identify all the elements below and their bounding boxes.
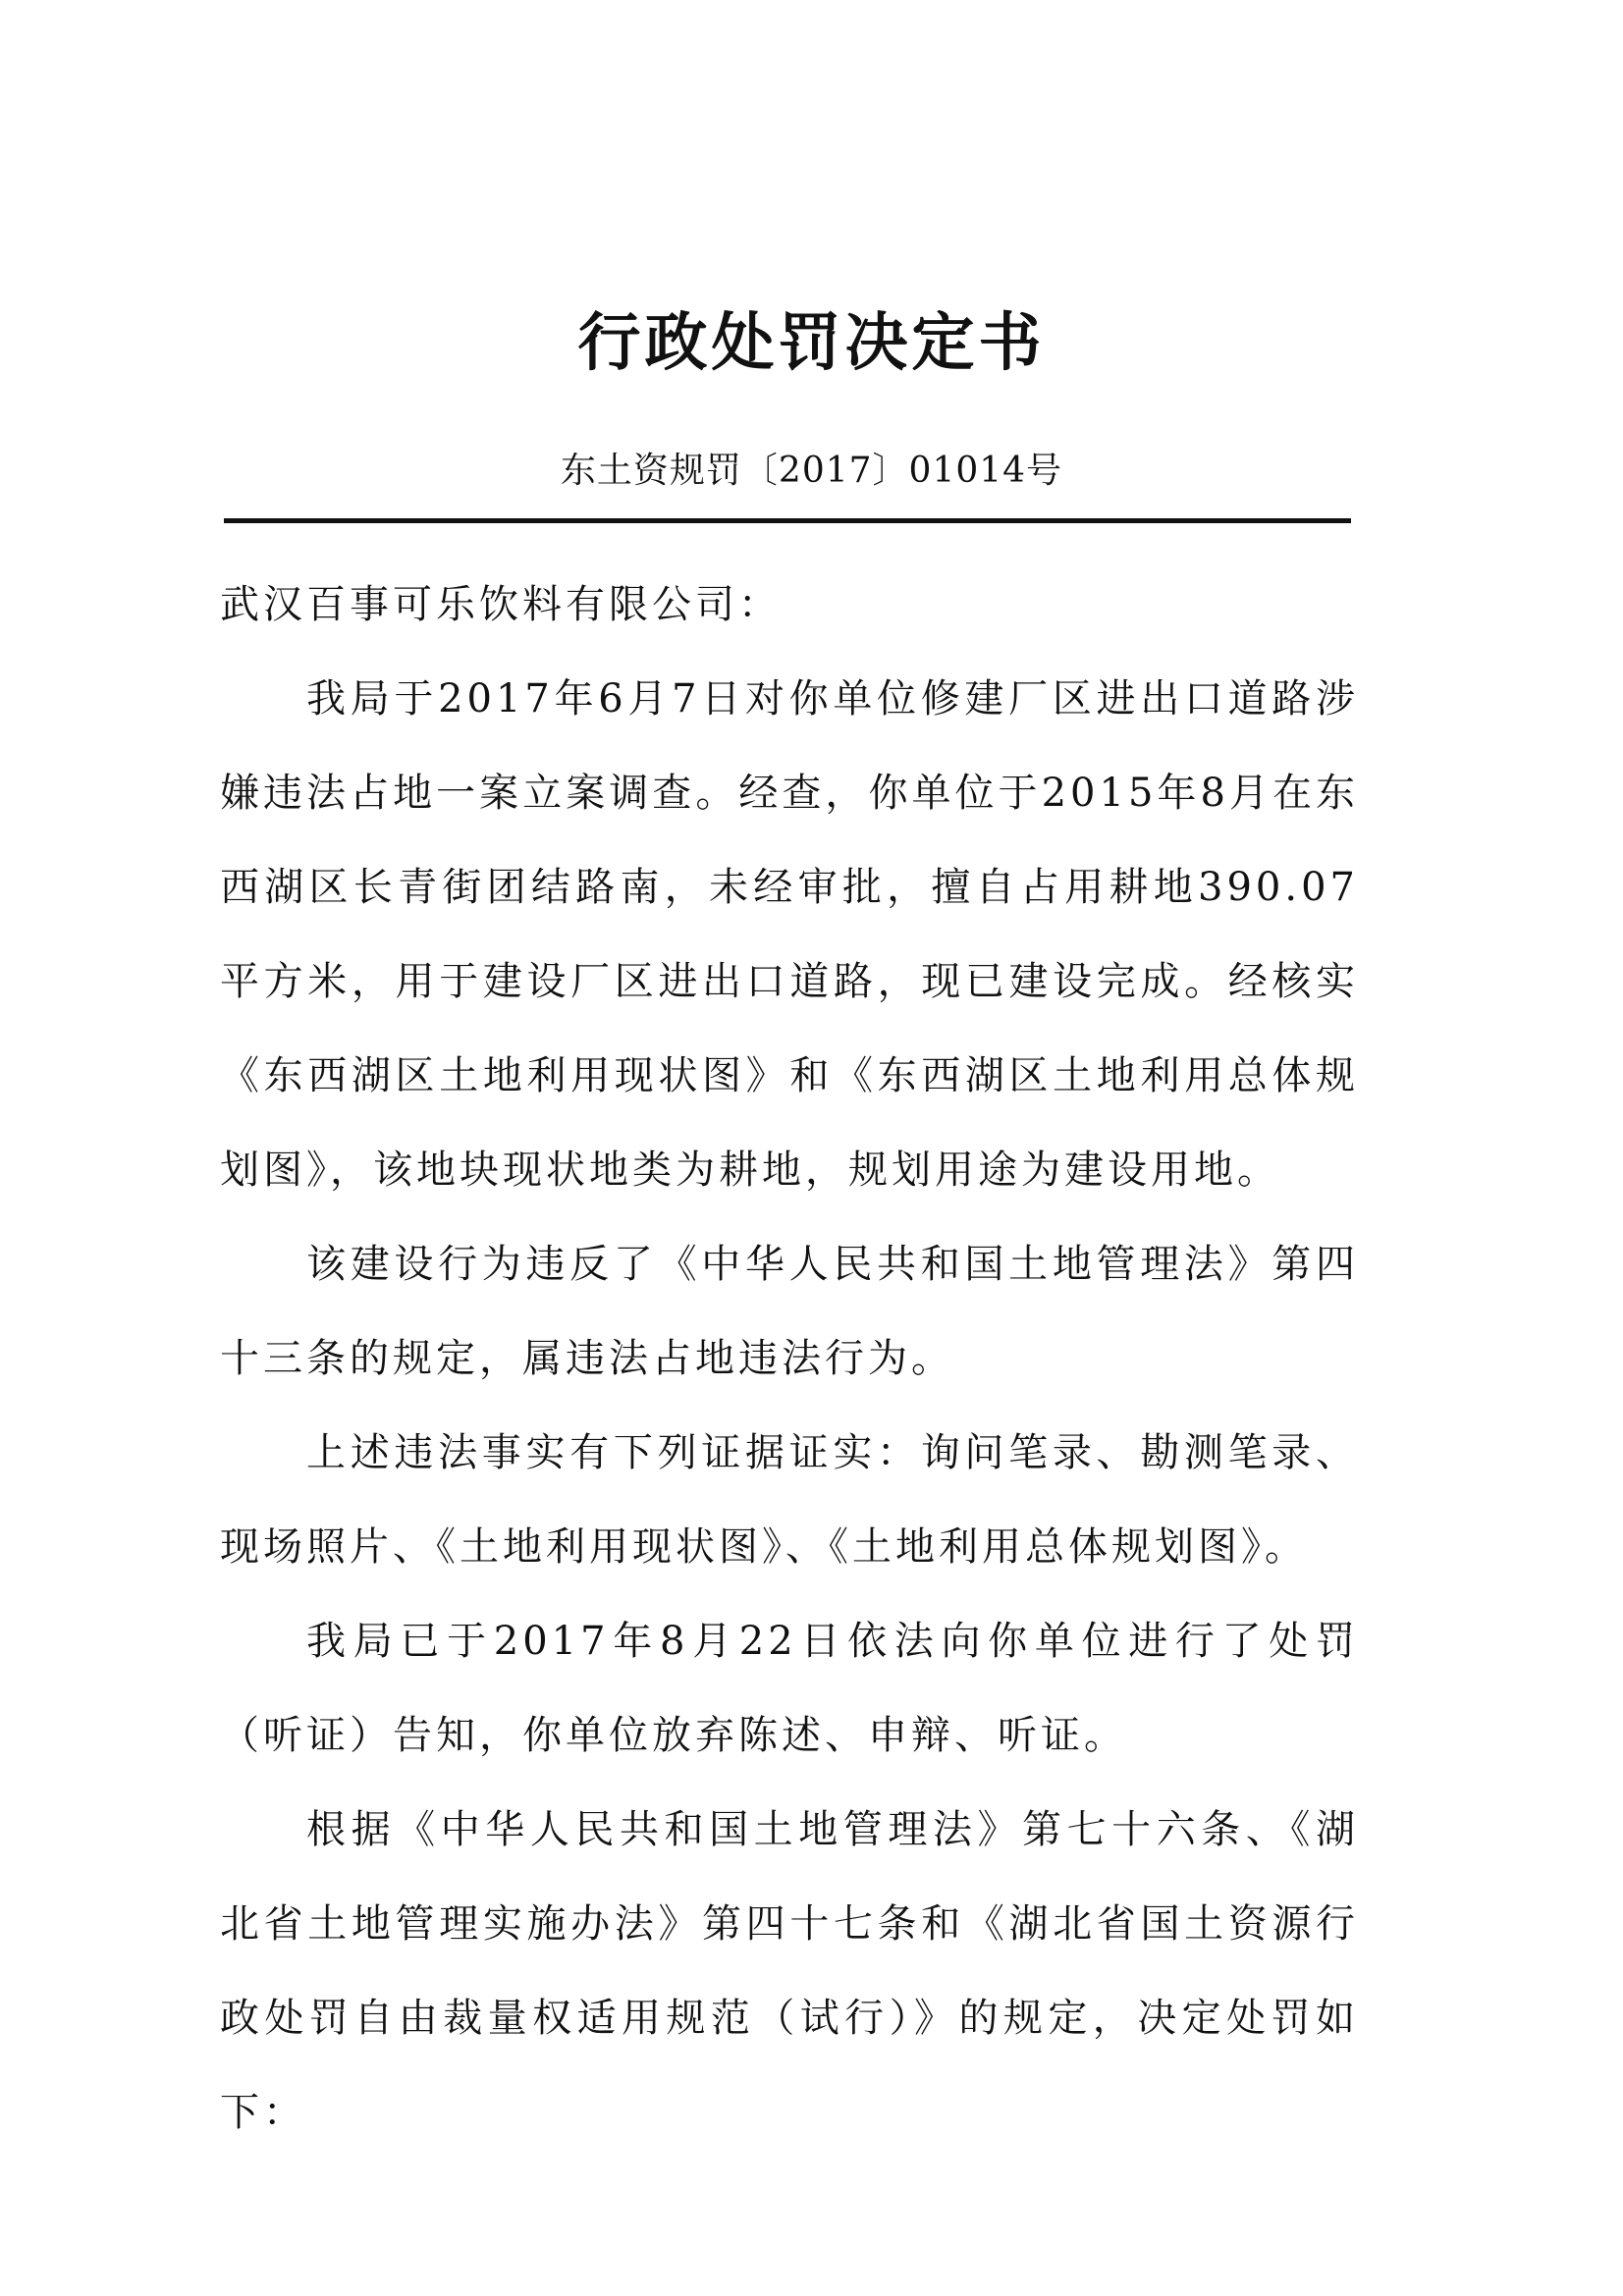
paragraph-notification: 我局已于2017年8月22日依法向你单位进行了处罚（听证）告知，你单位放弃陈述、申辩、听证。 bbox=[220, 1619, 1359, 1758]
document-title: 行政处罚决定书 bbox=[577, 306, 1046, 380]
document-number: 东土资规罚〔2017〕01014号 bbox=[560, 451, 1063, 491]
addressee: 武汉百事可乐饮料有限公司： bbox=[220, 582, 782, 627]
header-divider bbox=[224, 518, 1351, 523]
paragraph-facts: 我局于2017年6月7日对你单位修建厂区进出口道路涉嫌违法占地一案立案调查。经查，你单位于2015年8月在东西湖区长青街团结路南，未经审批，擅自占用耕地390.07平方米，用于建设厂区进出口道路，现已建设完成。经核实《东西湖区土地利用现状图》和《东西湖区土地利用总体规划图》，该地块现状地类为耕地，规划用途为建设用地。 bbox=[220, 676, 1359, 1193]
document-body bbox=[220, 558, 1359, 2160]
paragraph-evidence: 上述违法事实有下列证据证实：询问笔录、勘测笔录、现场照片、《土地利用现状图》、《土地利用总体规划图》。 bbox=[220, 1430, 1359, 1570]
paragraph-legal-basis: 根据《中华人民共和国土地管理法》第七十六条、《湖北省土地管理实施办法》第四十七条和《湖北省国土资源行政处罚自由裁量权适用规范（试行）》的规定，决定处罚如下： bbox=[220, 1807, 1359, 2135]
paragraph-violation: 该建设行为违反了《中华人民共和国土地管理法》第四十三条的规定，属违法占地违法行为。 bbox=[220, 1242, 1359, 1381]
